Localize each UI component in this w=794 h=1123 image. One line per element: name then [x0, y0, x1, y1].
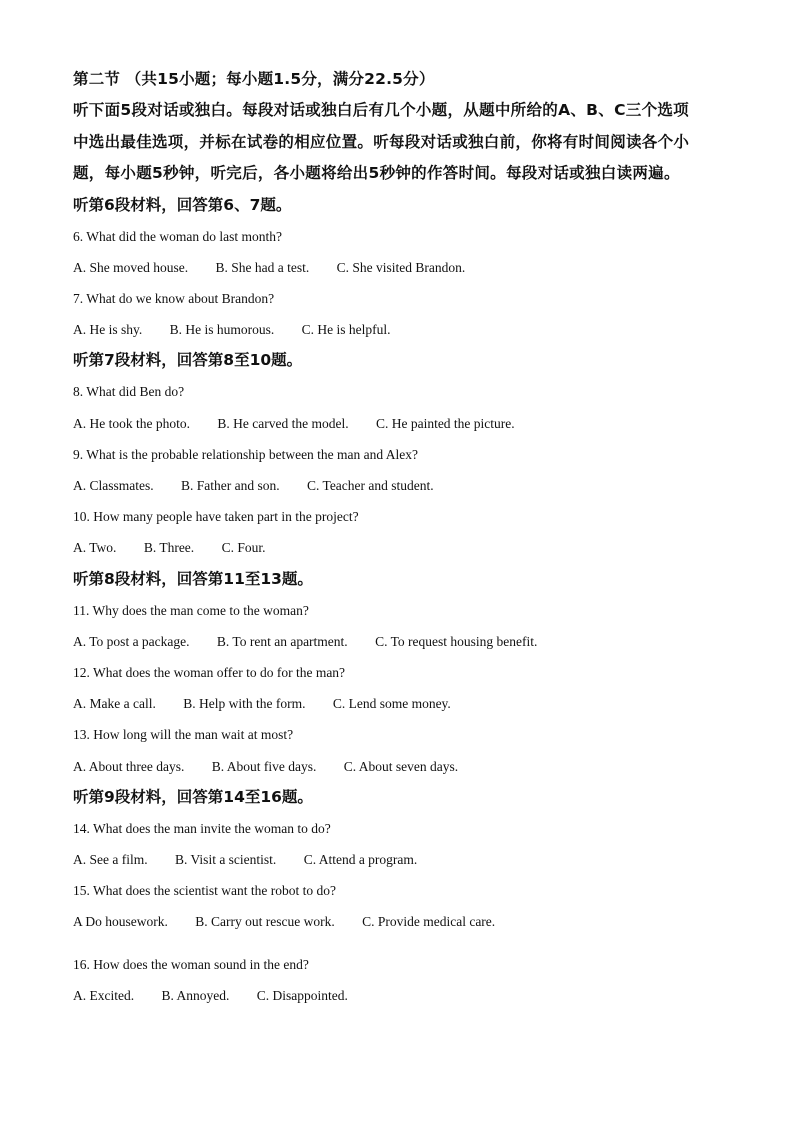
- material-7-title: 听第7段材料，回答第8至10题。: [73, 351, 303, 370]
- option-b: B. He is humorous.: [169, 322, 275, 338]
- question-14: 14. What does the man invite the woman to do?: [73, 820, 331, 836]
- option-a: A. He is shy.: [73, 322, 143, 338]
- question-10-options: [73, 532, 733, 563]
- option-a: A. To post a package.: [73, 633, 190, 649]
- question-6: 6. What did the woman do last month?: [73, 228, 282, 244]
- option-c: C. Lend some money.: [332, 696, 451, 712]
- question-9: 9. What is the probable relationship between the man and Alex?: [73, 446, 419, 462]
- question-16: 16. How does the woman sound in the end?: [73, 956, 309, 972]
- question-15: 15. What does the scientist want the robot to do?: [73, 883, 336, 899]
- option-c: C. Provide medical care.: [362, 914, 496, 930]
- question-16-options: [73, 980, 733, 1011]
- option-b: B. Three.: [143, 540, 195, 556]
- question-9-options: [73, 470, 733, 501]
- question-12-options: [73, 688, 733, 719]
- question-6-options: [73, 252, 733, 283]
- question-15-options: [73, 906, 733, 937]
- option-a: A. Two.: [73, 540, 117, 556]
- option-c: C. Attend a program.: [303, 851, 418, 867]
- instructions-line-3: 题，每小题5秒钟，听完后，各小题将给出5秒钟的作答时间。每段对话或独白读两遍。: [73, 164, 680, 182]
- question-10: 10. How many people have taken part in the project?: [73, 509, 359, 525]
- option-b: B. Carry out rescue work.: [195, 914, 335, 930]
- option-c: C. She visited Brandon.: [336, 259, 466, 275]
- instructions-line-1: 听下面5段对话或独白。每段对话或独白后有几个小题，从题中所给的A、B、C三个选项: [73, 101, 689, 119]
- option-c: C. He is helpful.: [301, 322, 391, 338]
- option-a: A. He took the photo.: [73, 415, 190, 431]
- question-11: 11. Why does the man come to the woman?: [73, 602, 309, 618]
- option-b: B. About five days.: [211, 758, 317, 774]
- question-11-options: [73, 626, 733, 657]
- exam-page: [73, 64, 733, 1011]
- material-9-title: 听第9段材料，回答第14至16题。: [73, 787, 313, 806]
- option-c: C. He painted the picture.: [375, 415, 515, 431]
- material-6-title: 听第6段材料，回答第6、7题。: [73, 195, 292, 214]
- option-b: B. She had a test.: [215, 259, 310, 275]
- option-a: A. See a film.: [73, 851, 148, 867]
- spacer: [73, 938, 733, 949]
- option-b: B. To rent an apartment.: [216, 633, 348, 649]
- question-7: 7. What do we know about Brandon?: [73, 290, 275, 306]
- section-heading: 第二节 （共15小题；每小题1.5分，满分22.5分）: [73, 70, 435, 88]
- option-c: C. To request housing benefit.: [375, 633, 538, 649]
- option-a: A. About three days.: [73, 758, 185, 774]
- question-14-options: [73, 844, 733, 875]
- option-c: C. About seven days.: [343, 758, 459, 774]
- material-8-title: 听第8段材料，回答第11至13题。: [73, 569, 313, 588]
- question-7-options: [73, 314, 733, 345]
- option-b: B. Annoyed.: [161, 987, 230, 1003]
- option-a: A. Make a call.: [73, 696, 156, 712]
- question-13-options: [73, 751, 733, 782]
- question-8: 8. What did Ben do?: [73, 384, 185, 400]
- question-12: 12. What does the woman offer to do for the man?: [73, 664, 346, 680]
- option-c: C. Four.: [221, 540, 266, 556]
- option-b: B. Visit a scientist.: [174, 851, 277, 867]
- option-c: C. Disappointed.: [256, 987, 348, 1003]
- question-8-options: [73, 408, 733, 439]
- option-c: C. Teacher and student.: [307, 477, 434, 493]
- option-a: A. Classmates.: [73, 477, 154, 493]
- option-b: B. He carved the model.: [217, 415, 349, 431]
- option-b: B. Help with the form.: [183, 696, 306, 712]
- option-a: A. Excited.: [73, 987, 135, 1003]
- question-13: 13. How long will the man wait at most?: [73, 727, 294, 743]
- option-b: B. Father and son.: [181, 477, 280, 493]
- option-a: A. She moved house.: [73, 259, 189, 275]
- instructions-line-2: 中选出最佳选项，并标在试卷的相应位置。听每段对话或独白前，你将有时间阅读各个小: [73, 132, 690, 151]
- option-a: A Do housework.: [73, 914, 168, 930]
